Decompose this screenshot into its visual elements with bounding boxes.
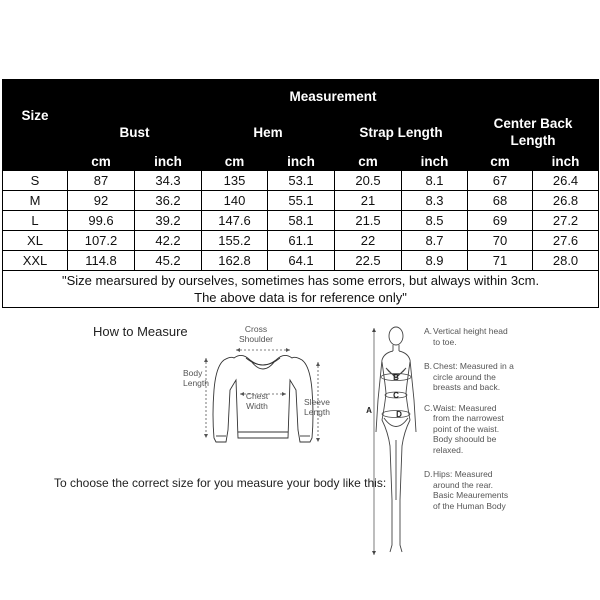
value-cell: 28.0 (533, 251, 599, 271)
note-line-1: "Size mearsured by ourselves, sometimes has some errors, but always within 3cm. (61, 273, 540, 288)
note-line: breasts and back. (433, 382, 501, 392)
value-cell: 22 (335, 231, 402, 251)
group-header-center-back-length: Center Back Length (468, 113, 599, 152)
body-figure-diagram (366, 320, 426, 600)
unit-header: inch (402, 152, 468, 171)
value-cell: 58.1 (268, 211, 335, 231)
value-cell: 26.4 (533, 171, 599, 191)
value-cell: 21 (335, 191, 402, 211)
unit-header: inch (268, 152, 335, 171)
note-line: Vertical height head (433, 326, 508, 336)
value-cell: 8.9 (402, 251, 468, 271)
value-cell: 67 (468, 171, 533, 191)
value-cell: 26.8 (533, 191, 599, 211)
note-line: circle around the (433, 371, 496, 382)
value-cell: 68 (468, 191, 533, 211)
value-cell: 87 (68, 171, 135, 191)
value-cell: 8.5 (402, 211, 468, 231)
table-note (3, 271, 599, 308)
unit-header: inch (533, 152, 599, 171)
value-cell: 34.3 (135, 171, 202, 191)
chest-width-label: Chest Width (245, 391, 269, 411)
value-cell: 20.5 (335, 171, 402, 191)
unit-header: cm (468, 152, 533, 171)
measurement-note (424, 361, 600, 393)
size-cell: M (3, 191, 68, 211)
group-header-strap-length: Strap Length (335, 113, 468, 152)
note-letter: B. (424, 361, 433, 371)
value-cell: 53.1 (268, 171, 335, 191)
unit-header: cm (68, 152, 135, 171)
value-cell: 64.1 (268, 251, 335, 271)
measurement-header: Measurement (68, 80, 599, 113)
size-cell: XXL (3, 251, 68, 271)
size-cell: S (3, 171, 68, 191)
value-cell: 21.5 (335, 211, 402, 231)
value-cell: 114.8 (68, 251, 135, 271)
value-cell: 42.2 (135, 231, 202, 251)
value-cell: 8.7 (402, 231, 468, 251)
figure-label-a: A (366, 406, 372, 415)
value-cell: 27.6 (533, 231, 599, 251)
size-cell: L (3, 211, 68, 231)
figure-label-c: C (393, 391, 399, 400)
unit-header: inch (135, 152, 202, 171)
measurement-notes (424, 326, 600, 511)
value-cell: 22.5 (335, 251, 402, 271)
note-line: Basic Meaurements (433, 490, 509, 500)
value-cell: 162.8 (202, 251, 268, 271)
units-spacer (3, 152, 68, 171)
unit-header: cm (335, 152, 402, 171)
note-line: Waist: Measured (433, 402, 497, 413)
table-row (3, 231, 599, 251)
figure-label-b: B (393, 373, 399, 382)
measurement-note (424, 326, 600, 347)
value-cell: 69 (468, 211, 533, 231)
note-letter: C. (424, 402, 433, 413)
table-row (3, 211, 599, 231)
measurement-note (424, 403, 600, 456)
note-letter: D. (424, 469, 433, 479)
value-cell: 27.2 (533, 211, 599, 231)
value-cell: 8.3 (402, 191, 468, 211)
group-header-bust: Bust (68, 113, 202, 152)
note-line: around the rear. (433, 479, 494, 490)
table-row (3, 171, 599, 191)
value-cell: 45.2 (135, 251, 202, 271)
figure-label-d: D (396, 410, 402, 419)
measurement-note (424, 469, 600, 511)
note-line: Hips: Measured (433, 469, 493, 479)
value-cell: 8.1 (402, 171, 468, 191)
sleeve-length-label: Sleeve Length (304, 397, 330, 417)
value-cell: 61.1 (268, 231, 335, 251)
how-to-measure-title: How to Measure (93, 324, 188, 339)
note-line: Chest: Measured in a (433, 361, 514, 371)
table-row (3, 191, 599, 211)
value-cell: 71 (468, 251, 533, 271)
value-cell: 135 (202, 171, 268, 191)
size-chart-table (2, 79, 599, 308)
size-header: Size (3, 80, 68, 152)
note-line: from the narrowest (433, 413, 504, 423)
note-line: to toe. (433, 336, 457, 347)
unit-header: cm (202, 152, 268, 171)
value-cell: 147.6 (202, 211, 268, 231)
value-cell: 107.2 (68, 231, 135, 251)
note-line: point of the waist. (433, 423, 500, 434)
body-length-label: Body Length (183, 368, 209, 388)
value-cell: 140 (202, 191, 268, 211)
value-cell: 70 (468, 231, 533, 251)
note-letter: A. (424, 326, 433, 336)
note-line-2: The above data is for reference only" (194, 290, 407, 305)
value-cell: 55.1 (268, 191, 335, 211)
value-cell: 99.6 (68, 211, 135, 231)
note-line: Body shoould be (433, 434, 497, 444)
group-header-hem: Hem (202, 113, 335, 152)
value-cell: 39.2 (135, 211, 202, 231)
cross-shoulder-label: Cross Shoulder (238, 324, 274, 344)
size-cell: XL (3, 231, 68, 251)
value-cell: 36.2 (135, 191, 202, 211)
note-line: of the Human Body (433, 500, 506, 511)
value-cell: 155.2 (202, 231, 268, 251)
table-row (3, 251, 599, 271)
note-line: relaxed. (433, 444, 464, 455)
choose-size-instruction: To choose the correct size for you measure your body like this: (54, 476, 387, 490)
value-cell: 92 (68, 191, 135, 211)
